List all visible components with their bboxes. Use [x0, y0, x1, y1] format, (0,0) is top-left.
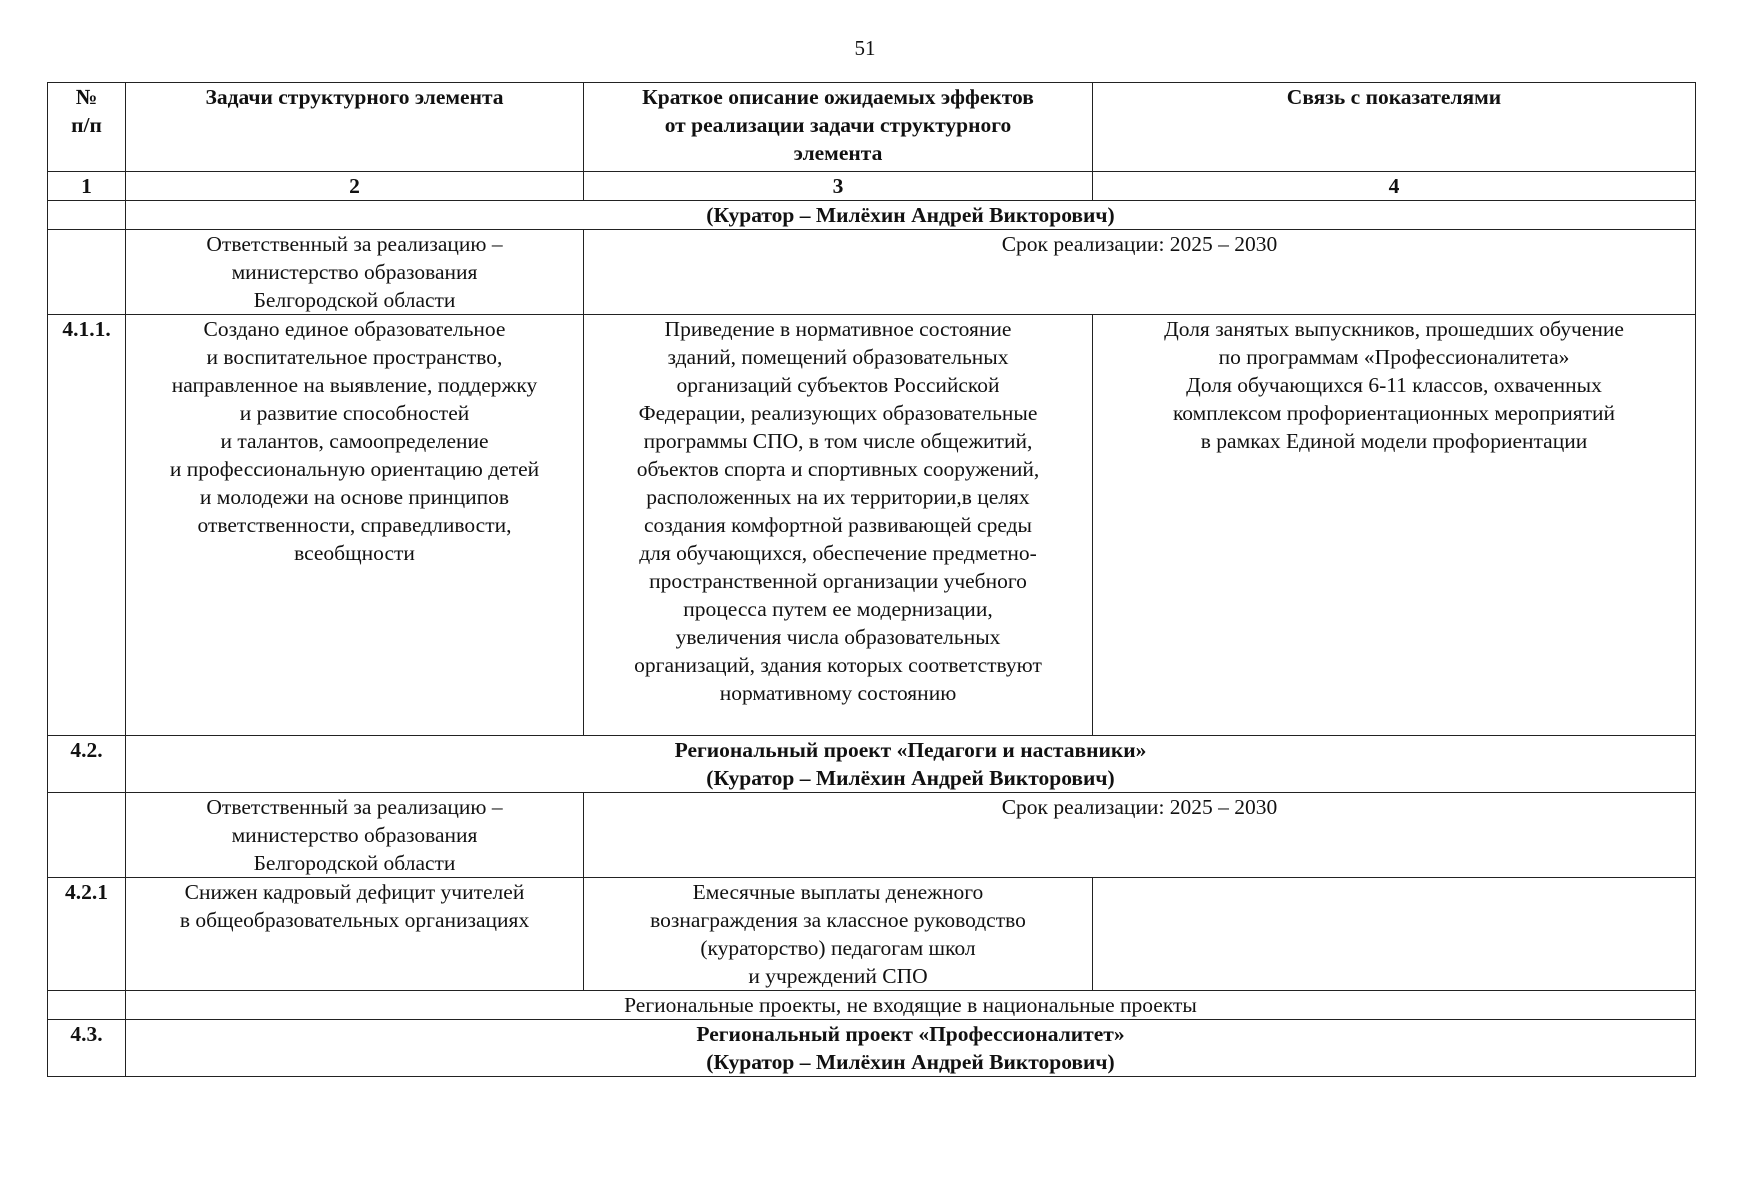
empty-cell — [48, 991, 126, 1020]
regional-note-row — [48, 991, 1696, 1020]
project-title: Региональный проект «Профессионалитет» (Куратор – Милёхин Андрей Викторович) — [126, 1020, 1696, 1077]
project-row — [48, 736, 1696, 793]
indicators-text — [1093, 878, 1696, 991]
responsible-text: Ответственный за реализацию – министерство образования Белгородской области — [126, 230, 584, 315]
effects-text: Емесячные выплаты денежного вознаграждения за классное руководство (кураторство) педагогам школ и учреждений СПО — [584, 878, 1093, 991]
indicators-text: Доля занятых выпускников, прошедших обучение по программам «Профессионалитета» Доля обучающихся 6-11 классов, охваченных комплексом профориентационных мероприятий в рамках Единой модели профориентации — [1093, 315, 1696, 736]
row-number: 4.2. — [48, 736, 126, 793]
header-tasks: Задачи структурного элемента — [126, 83, 584, 172]
task-text: Создано единое образовательное и воспитательное пространство, направленное на выявление, поддержку и развитие способностей и талантов, самоопределение и профессиональную ориентацию детей и молодежи на основе принципов ответственности, справедливости, всеобщности — [126, 315, 584, 736]
column-number: 1 — [48, 172, 126, 201]
table-row — [48, 315, 1696, 736]
section-curator-row — [48, 201, 1696, 230]
responsible-text: Ответственный за реализацию – министерство образования Белгородской области — [126, 793, 584, 878]
effects-text: Приведение в нормативное состояние зданий, помещений образовательных организаций субъектов Российской Федерации, реализующих образовательные программы СПО, в том числе общежитий, объектов спорта и спортивных сооружений, расположенных на их территории,в целях создания комфортной развивающей среды для обучающихся, обеспечение предметно- пространственной организации учебного процесса путем ее модернизации, увеличения числа образовательных организаций, здания которых соответствуют нормативному состоянию — [584, 315, 1093, 736]
responsible-row — [48, 230, 1696, 315]
structural-elements-table — [47, 82, 1696, 1077]
responsible-row — [48, 793, 1696, 878]
row-number: 4.1.1. — [48, 315, 126, 736]
empty-cell — [48, 201, 126, 230]
column-number: 2 — [126, 172, 584, 201]
task-text: Снижен кадровый дефицит учителей в общеобразовательных организациях — [126, 878, 584, 991]
project-row — [48, 1020, 1696, 1077]
empty-cell — [48, 230, 126, 315]
row-number: 4.3. — [48, 1020, 126, 1077]
header-indicators: Связь с показателями — [1093, 83, 1696, 172]
regional-note: Региональные проекты, не входящие в национальные проекты — [126, 991, 1696, 1020]
project-title: Региональный проект «Педагоги и наставники» (Куратор – Милёхин Андрей Викторович) — [126, 736, 1696, 793]
empty-cell — [48, 793, 126, 878]
column-numbers-row — [48, 172, 1696, 201]
curator-label: (Куратор – Милёхин Андрей Викторович) — [126, 201, 1696, 230]
term-text: Срок реализации: 2025 – 2030 — [584, 230, 1696, 315]
table-header-row — [48, 83, 1696, 172]
term-text: Срок реализации: 2025 – 2030 — [584, 793, 1696, 878]
column-number: 3 — [584, 172, 1093, 201]
header-number: № п/п — [48, 83, 126, 172]
table-row — [48, 878, 1696, 991]
column-number: 4 — [1093, 172, 1696, 201]
row-number: 4.2.1 — [48, 878, 126, 991]
page-number: 51 — [854, 36, 876, 60]
header-effects: Краткое описание ожидаемых эффектов от реализации задачи структурного элемента — [584, 83, 1093, 172]
